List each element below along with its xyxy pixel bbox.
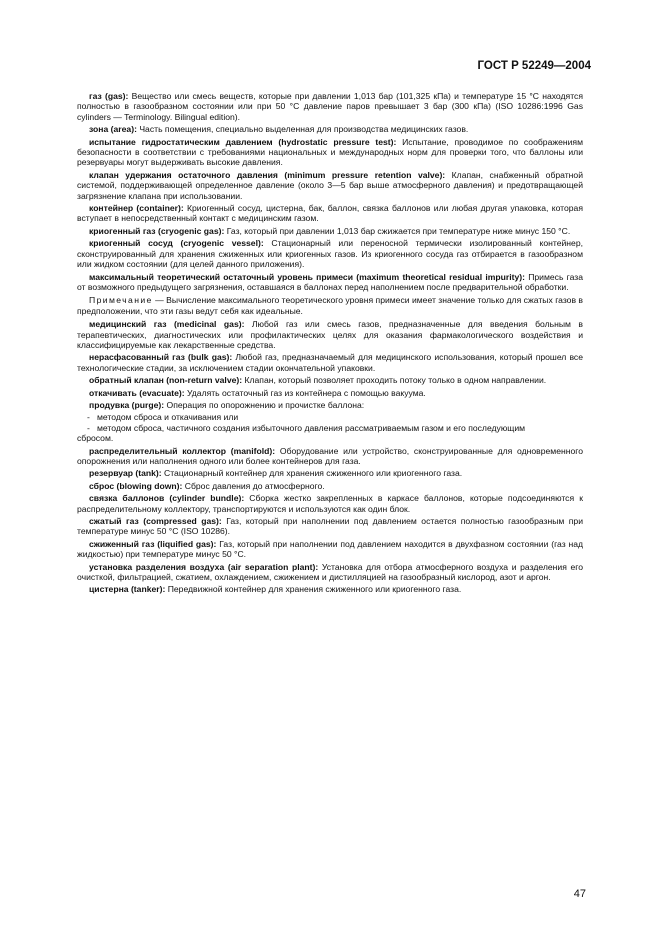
definition-text: Вещество или смесь веществ, которые при давлении 1,013 бар (101,325 кПа) и температуре 15 °С находятся полностью в газообразном состоянии или при 50 °С давление паров превышает 3 бар (300 кПа) (ISO 10286:1996 Gas cylinders — Terminology. Bilingual edition). bbox=[77, 91, 583, 122]
definition-text: Передвижной контейнер для хранения сжиженного или криогенного газа. bbox=[165, 584, 462, 595]
definition-term: газ (gas): bbox=[89, 91, 129, 101]
definition-text: Клапан, снабженный обратной системой, поддерживающей определенное давление (около 3—5 бар выше атмосферного давления) и предотвращающей загрязнение клапана при использовании. bbox=[77, 169, 583, 201]
definitions-group bbox=[77, 91, 583, 292]
definition-text: Удалять остаточный газ из контейнера с помощью вакуума. bbox=[184, 387, 426, 398]
definition-term: медицинский газ (medicinal gas): bbox=[89, 319, 245, 330]
definitions-group bbox=[77, 446, 583, 595]
definition-text: Криогенный сосуд, цистерна, бак, баллон, связка баллонов или любая другая упаковка, которая вступает в непосредственный контакт с медицинским газом. bbox=[77, 203, 583, 224]
definition-entry bbox=[77, 375, 583, 385]
definition-term: контейнер (container): bbox=[89, 203, 184, 214]
definition-term: обратный клапан (non-return valve): bbox=[89, 375, 243, 386]
definition-entry bbox=[77, 481, 583, 491]
definition-entry bbox=[77, 124, 583, 134]
definition-text: Операция по опорожнению и прочистке баллона: bbox=[164, 399, 365, 410]
definition-text: Установка для отбора атмосферного воздуха и разделения его очисткой, фильтрацией, сжатием, охлаждением, сжижением и дистилляцией на газообразный кислород, азот и аргон. bbox=[77, 561, 583, 583]
definition-term: сброс (blowing down): bbox=[89, 480, 183, 491]
definition-entry bbox=[77, 400, 583, 410]
definitions-content bbox=[77, 91, 583, 597]
list-item-text: методом сброса, частичного создания избыточного давления рассматриваемым газом и его последующим bbox=[97, 422, 526, 433]
definition-term: связка баллонов (cylinder bundle): bbox=[89, 493, 245, 504]
definition-term: установка разделения воздуха (air separation plant): bbox=[89, 561, 319, 572]
definition-entry bbox=[77, 562, 583, 583]
definition-text: Газ, который при давлении 1,013 бар сжижается при температуре ниже минус 150 °С. bbox=[224, 225, 571, 236]
definition-entry bbox=[77, 352, 583, 373]
definition-entry bbox=[77, 137, 583, 168]
definition-term: клапан удержания остаточного давления (minimum pressure retention valve): bbox=[89, 169, 446, 180]
definition-entry bbox=[77, 493, 583, 514]
definition-entry bbox=[77, 539, 583, 560]
definition-term: распределительный коллектор (manifold): bbox=[89, 445, 276, 456]
definition-term: откачивать (evacuate): bbox=[89, 387, 185, 398]
definition-text: Стационарный или переносной термически изолированный контейнер, сконструированный для хранения сжиженных или криогенных газов. Из криогенного сосуда газ отбирается в газообразном или жидком состоянии (для целей данного приложения). bbox=[77, 238, 583, 270]
note-label: Примечание bbox=[89, 295, 153, 306]
note-text: — Вычисление максимального теоретического уровня примеси имеет значение только для сжатых газов в предположении, что эти газы ведут себя как идеальные. bbox=[77, 295, 583, 316]
definition-term: сжиженный газ (liquified gas): bbox=[89, 538, 217, 549]
definition-term: нерасфасованный газ (bulk gas): bbox=[89, 352, 233, 363]
definition-entry bbox=[77, 203, 583, 224]
definition-text: Оборудование или устройство, сконструированные для одновременного опорожнения или наполнения одного или более контейнеров для газа. bbox=[77, 445, 583, 466]
purge-method-list bbox=[77, 412, 583, 433]
purge-list-tail: сбросом. bbox=[77, 433, 114, 444]
definition-entry bbox=[77, 319, 583, 350]
definition-term: продувка (purge): bbox=[89, 399, 165, 410]
definition-entry bbox=[77, 170, 583, 201]
definition-text: Испытание, проводимое по соображениям безопасности в соответствии с требованиями национальных и международных норм для проверки того, что баллоны или резервуары могут выдерживать высокие давления. bbox=[77, 136, 583, 168]
definition-term: максимальный теоретический остаточный уровень примеси (maximum theoretical residual impurity): bbox=[89, 271, 525, 282]
list-dash: - bbox=[87, 412, 90, 423]
definition-entry bbox=[77, 446, 583, 467]
list-item-text: методом сброса и откачивания или bbox=[97, 412, 239, 423]
note-paragraph bbox=[77, 295, 583, 316]
definition-entry bbox=[77, 516, 583, 537]
definition-term: криогенный газ (cryogenic gas): bbox=[89, 225, 225, 236]
definitions-group bbox=[77, 319, 583, 410]
definition-entry bbox=[77, 91, 583, 122]
definition-text: Любой газ, предназначаемый для медицинского использования, который прошел все технологические стадии, за исключением стадии окончательной упаковки. bbox=[77, 352, 583, 373]
definition-entry bbox=[77, 238, 583, 269]
definition-text: Примесь газа от возможного предыдущего загрязнения, оставшаяся в баллонах перед наполнением после предварительной обработки. bbox=[77, 271, 584, 292]
definition-term: резервуар (tank): bbox=[89, 468, 162, 479]
list-item bbox=[77, 412, 583, 422]
definition-text: Клапан, который позволяет проходить потоку только в одном направлении. bbox=[242, 375, 547, 386]
definition-text: Сборка жестко закрепленных в каркасе баллонов, которые подсоединяются к распределительному коллектору, транспортируются и используются как один блок. bbox=[77, 493, 583, 514]
definition-text: Стационарный контейнер для хранения сжиженного или криогенного газа. bbox=[161, 468, 463, 479]
definition-entry bbox=[77, 388, 583, 398]
definition-text: Газ, который при наполнении под давлением находится в двухфазном состоянии (газ над жидкостью) при температуре минус 50 °С. bbox=[77, 538, 583, 560]
definition-term: сжатый газ (compressed gas): bbox=[89, 516, 222, 527]
document-id-header: ГОСТ Р 52249—2004 bbox=[477, 60, 591, 72]
definition-entry bbox=[77, 468, 583, 478]
definition-term: зона (area): bbox=[89, 124, 137, 135]
definition-term: цистерна (tanker): bbox=[89, 584, 166, 595]
definition-entry bbox=[77, 584, 583, 594]
definition-term: испытание гидростатическим давлением (hydrostatic pressure test): bbox=[89, 136, 397, 147]
definition-entry bbox=[77, 272, 583, 293]
definition-text: Газ, который при наполнении под давлением остается полностью газообразным при температуре минус 50 °С (ISO 10286). bbox=[77, 516, 583, 537]
definition-term: криогенный сосуд (cryogenic vessel): bbox=[89, 238, 264, 249]
definition-entry bbox=[77, 226, 583, 236]
definition-text: Сброс давления до атмосферного. bbox=[182, 480, 325, 491]
list-dash: - bbox=[87, 422, 90, 433]
page-number: 47 bbox=[573, 888, 586, 900]
definition-text: Часть помещения, специально выделенная для производства медицинских газов. bbox=[136, 124, 469, 135]
list-item bbox=[77, 423, 583, 433]
definition-text: Любой газ или смесь газов, предназначенные для введения больным в терапевтических, диагностических или профилактических целях для оказания фармакологического воздействия и классифицируемые как лекарственные средства. bbox=[77, 319, 583, 350]
